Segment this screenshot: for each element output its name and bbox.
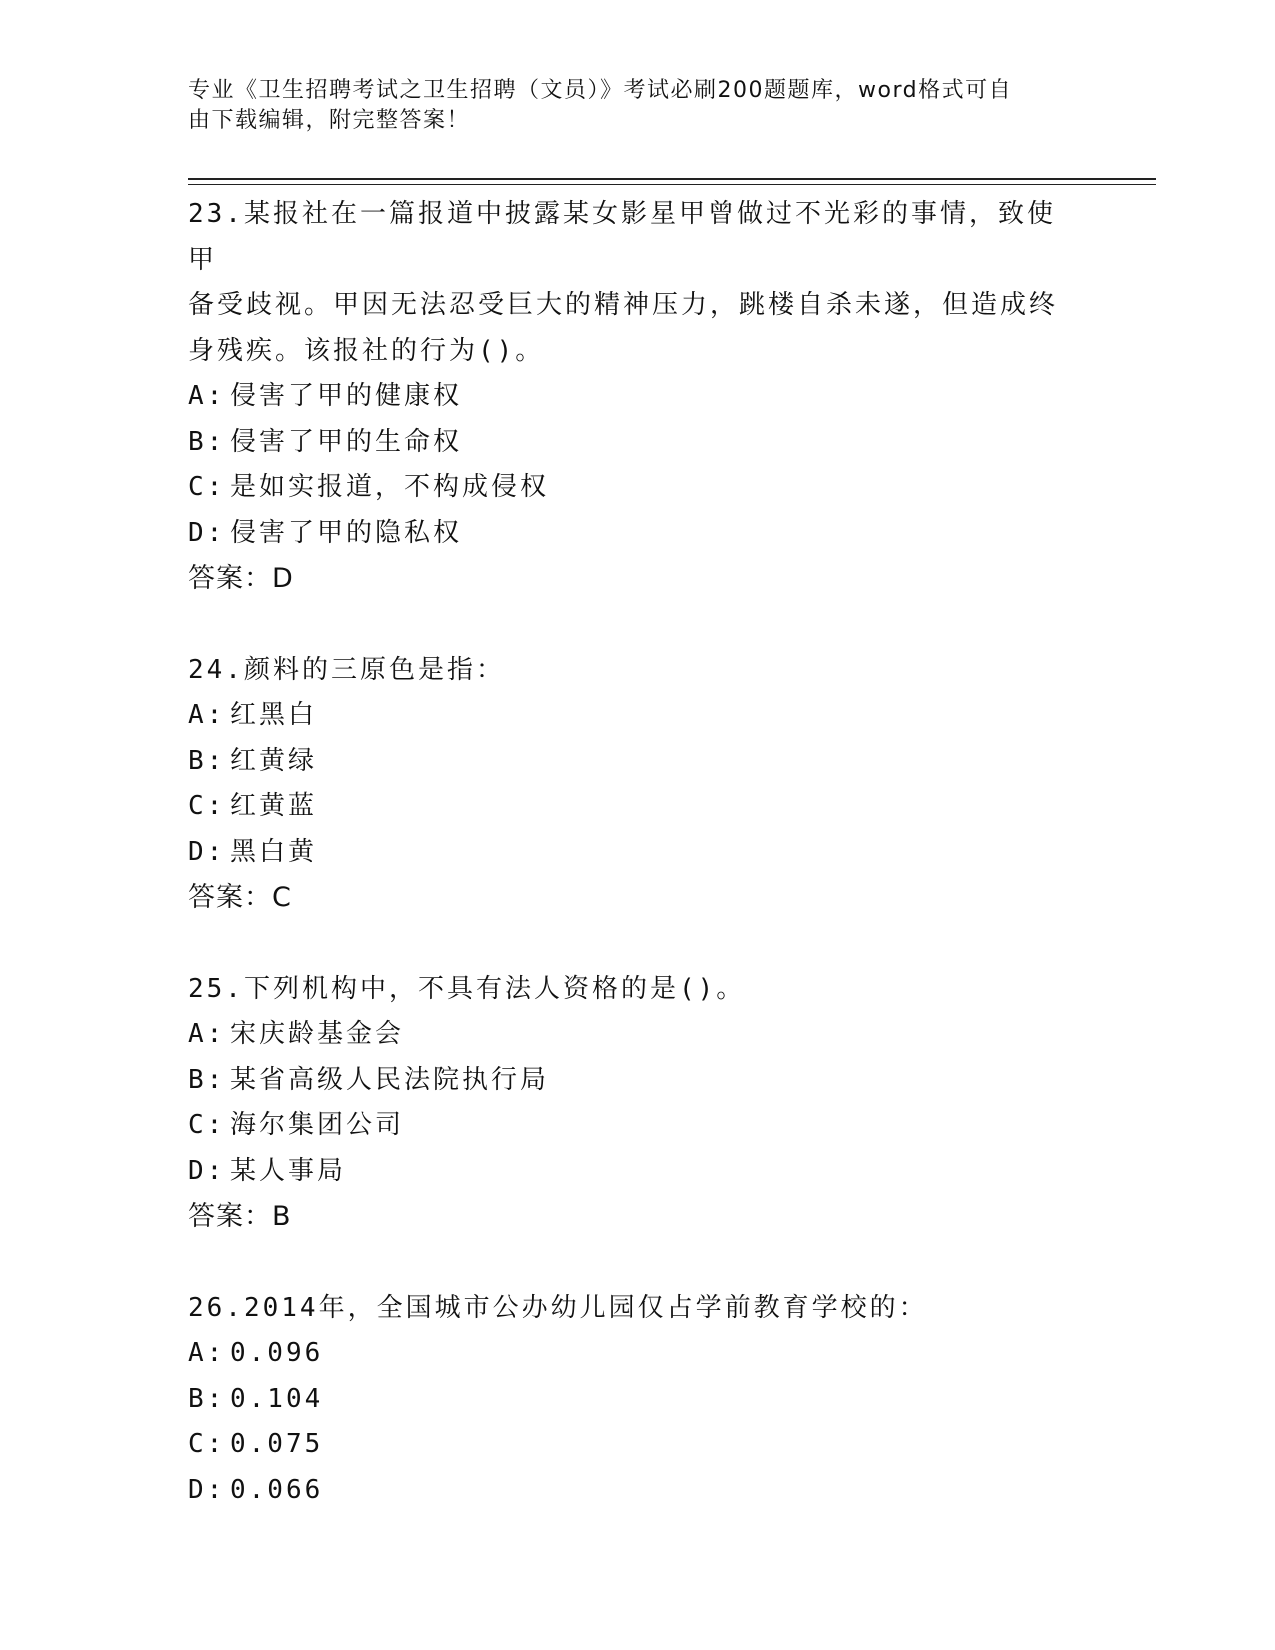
option-d (188, 1468, 1088, 1514)
option-label: D: (188, 1155, 226, 1186)
option-b (188, 1058, 1088, 1104)
option-label: D: (188, 517, 226, 548)
document-header (188, 76, 1068, 136)
option-d (188, 511, 1088, 557)
option-label: A: (188, 381, 226, 411)
option-text: 红黄绿 (230, 745, 318, 776)
option-a (188, 693, 1088, 739)
option-label: A: (188, 1019, 226, 1049)
option-c (188, 1103, 1088, 1149)
question-text (188, 967, 1068, 1013)
option-text: 某省高级人民法院执行局 (230, 1064, 550, 1095)
question-25 (188, 967, 1088, 1240)
option-label: C: (188, 791, 226, 821)
option-label: C: (188, 1110, 226, 1140)
header-line-1: 专业《卫生招聘考试之卫生招聘（文员）》考试必刷200题题库，word格式可自 (188, 78, 1013, 103)
option-text: 0.104 (230, 1383, 324, 1414)
option-text: 侵害了甲的隐私权 (230, 517, 463, 548)
option-label: D: (188, 1474, 226, 1505)
option-label: D: (188, 836, 226, 867)
option-a (188, 374, 1088, 420)
question-list (188, 192, 1088, 1513)
question-text-line: 25.下列机构中，不具有法人资格的是()。 (188, 973, 746, 1004)
option-text: 0.096 (230, 1338, 324, 1368)
answer-line: 答案：D (188, 563, 294, 594)
option-a (188, 1331, 1088, 1377)
question-text-line: 身残疾。该报社的行为()。 (188, 335, 545, 366)
header-line-2: 由下载编辑，附完整答案！ (188, 108, 471, 133)
question-text (188, 648, 1068, 694)
question-spacer (188, 1240, 1088, 1286)
option-text: 黑白黄 (230, 836, 318, 867)
question-text-line: 备受歧视。甲因无法忍受巨大的精神压力，跳楼自杀未遂，但造成终 (188, 290, 1059, 320)
option-c (188, 465, 1088, 511)
option-label: B: (188, 745, 226, 776)
option-d (188, 830, 1088, 876)
option-b (188, 420, 1088, 466)
option-label: A: (188, 700, 226, 730)
option-label: C: (188, 1429, 226, 1459)
answer-line: 答案：C (188, 882, 292, 913)
option-text: 0.066 (230, 1474, 324, 1505)
answer-line: 答案：B (188, 1201, 292, 1232)
option-c (188, 784, 1088, 830)
option-a (188, 1012, 1088, 1058)
option-label: B: (188, 426, 226, 457)
question-spacer (188, 602, 1088, 648)
option-b (188, 1377, 1088, 1423)
question-text (188, 1286, 1068, 1332)
question-text (188, 192, 1068, 374)
header-divider-thin (188, 184, 1156, 185)
question-text-line: 24.颜料的三原色是指： (188, 654, 505, 685)
option-label: C: (188, 472, 226, 502)
option-text: 红黑白 (230, 700, 318, 730)
option-c (188, 1422, 1088, 1468)
option-text: 某人事局 (230, 1155, 347, 1186)
option-label: B: (188, 1064, 226, 1095)
header-divider-thick (188, 178, 1156, 180)
question-spacer (188, 921, 1088, 967)
option-text: 海尔集团公司 (230, 1110, 405, 1140)
option-d (188, 1149, 1088, 1195)
option-text: 宋庆龄基金会 (230, 1019, 405, 1049)
question-24 (188, 648, 1088, 921)
option-label: B: (188, 1383, 226, 1414)
option-text: 侵害了甲的生命权 (230, 426, 463, 457)
option-text: 侵害了甲的健康权 (230, 381, 463, 411)
option-text: 0.075 (230, 1429, 324, 1459)
question-text-line: 26.2014年，全国城市公办幼儿园仅占学前教育学校的： (188, 1292, 928, 1323)
option-b (188, 739, 1088, 785)
option-text: 是如实报道，不构成侵权 (230, 472, 550, 502)
option-label: A: (188, 1338, 226, 1368)
question-23 (188, 192, 1088, 602)
option-text: 红黄蓝 (230, 791, 318, 821)
question-26 (188, 1286, 1088, 1514)
question-text-line: 23.某报社在一篇报道中披露某女影星甲曾做过不光彩的事情，致使甲 (188, 199, 1056, 275)
